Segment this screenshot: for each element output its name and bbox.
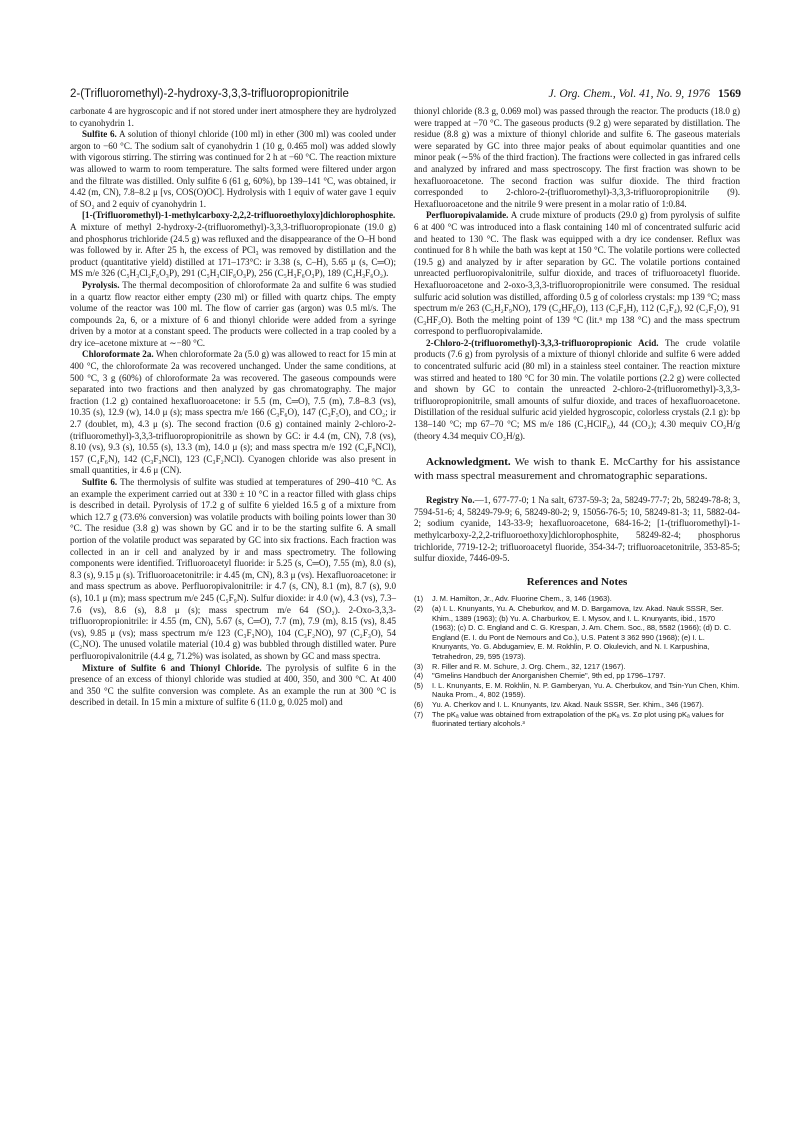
left-column-paragraph <box>70 129 396 210</box>
section-heading: Sulfite 6. <box>82 129 117 140</box>
page-number: 1569 <box>718 88 741 100</box>
section-heading: Sulfite 6. <box>82 477 118 487</box>
journal-citation <box>548 88 741 100</box>
reference-number: (4) <box>414 671 424 681</box>
reference-number: (7) <box>414 709 424 719</box>
reference-text: "Gmelins Handbuch der Anorganishen Chemie", 9th ed, pp 1796–1797. <box>432 671 666 681</box>
left-column-paragraph <box>70 106 396 129</box>
left-column <box>70 106 396 709</box>
reference-number: (1) <box>414 594 424 604</box>
acknowledgment-heading: Acknowledgment. <box>426 456 511 469</box>
paragraph-text: The thermolysis of sulfite was studied at temperatures of 290–410 °C. As an example the experiment carried out at 330 ± 10 °C in a reactor filled with glass chips is described in detail. Pyrolysis of 17.2 g of sulfite 6 yielded 16.5 g of a mixture from which 12.7 g (73.6% conversion) was volatile products with boiling points lower than 30 °C. The residue (3.8 g) was shown by GC and ir to be the starting sulfite 6. A small portion of the volatile product was separated by GC into six fractions. Each fraction was collected in an ir cell and analyzed by ir and mass spectrometry. The following components were identified. Trifluoroacetyl fluoride: ir 5.25 (s, C═O), 7.55 (m), 8.0 (s), 8.3 (s), 9.15 μ (s). Trifluoroacetonitrile: ir 4.45 (m, CN), 8.3 μ (vs). Hexafluoroacetone: ir and mass spectrum as above. Perfluoropivalonitrile: ir 4.7 (s, CN), 8.1 (m), 8.7 (s), 9.0 (s), 10.1 μ (m); mass spectrum m/e 245 (C₅F₉N). Sulfur dioxide: ir 4.0 (w), 4.3 (vs), 7.3–7.6 (vs), 8.6 (s), 8.8 μ (s); mass spectrum m/e 64 (SO₂). 2-Oxo-3,3,3-trifluoropropionitrile: ir 4.55 (m, CN), 5.67 (s, C═O), 7.7 (m), 7.9 (m), 8.15 (vs), 8.45 (vs), 9.85 μ (vs); mass spectrum m/e 123 (C₃F₃NO), 104 (C₃F₂NO), 97 (C₂F₃O), 54 (C₂NO). The unused volatile material (10.4 g) was bubbled through distilled water. Pure perfluoropivalonitrile (4.4 g, 71.2%) was isolated, as shown by GC and mass spectra. <box>70 477 396 661</box>
paragraph-text: A mixture of methyl 2-hydroxy-2-(trifluoromethyl)-3,3,3-trifluoropropionate (19.0 g) and phosphorus trichloride (24.5 g) was refluxed and the disappearance of the O–H bond was followed by ir. After 25 h, the excess of PCl₃ was removed by distillation and the product (quantitative yield) distilled at 171–173°C: ir 3.38 (s, C–H), 5.65 μ (s, C═O); MS m/e 326 (C₅H₃Cl₂F₆O₃P), 291 (C₅H₃ClF₆O₃P), 256 (C₅H₃F₆O₃P), 189 (C₄H₃F₆O₂). <box>70 221 396 279</box>
section-heading: 2-Chloro-2-(trifluoromethyl)-3,3,3-trifluoropropionic Acid. <box>426 337 659 348</box>
registry-numbers <box>414 495 740 565</box>
reference-text: The pKₐ value was obtained from extrapolation of the pKₐ vs. Σσ plot using pKₐ values for fluorinated tertiary alcohols.³ <box>432 709 724 729</box>
paragraph-text: The pyrolysis of sulfite 6 in the presence of an excess of thionyl chloride was studied at 400, 350, and 300 °C. At 400 and 350 °C the sulfite conversion was complete. As an example the run at 300 °C is described in detail. In 15 min a mixture of sulfite 6 (11.0 g, 0.025 mol) and <box>70 662 396 708</box>
reference-item <box>414 671 740 681</box>
registry-text: —1, 677-77-0; 1 Na salt, 6737-59-3; 2a, 58249-77-7; 2b, 58249-78-8; 3, 7594-51-6; 4, 58249-79-9; 6, 58249-80-2; 9, 15056-76-5; 10, 58249-81-3; 11, 5882-04-2; sodium cyanide, 143-33-9; hexafluoroacetone, 684-16-2; [1-(trifluoromethyl)-1-methylcarboxy-2,2,2-trifluoroethoxy]dichlorophosphite, 58249-82-4; phosphorus trichloride, 7719-12-2; trifluoroacetyl fluoride, 354-34-7; trifluoroacetonitrile, 353-85-5; sulfur dioxide, 7446-09-5. <box>414 495 740 564</box>
references-title: References and Notes <box>526 575 628 588</box>
reference-text: I. L. Knunyants, E. M. Rokhlin, N. P. Gamberyan, Yu. A. Cherbukov, and Tsin-Yun Chen, Khim. Nauka Prom., 4, 802 (1959). <box>432 680 740 700</box>
left-column-paragraph <box>70 280 396 350</box>
section-heading: Mixture of Sulfite 6 and Thionyl Chloride. <box>82 662 262 673</box>
section-heading: [1-(Trifluoromethyl)-1-methylcarboxy-2,2,2-trifluoroethyloxy]dichlorophosphite. <box>82 210 396 221</box>
acknowledgment <box>414 456 740 483</box>
left-column-paragraph <box>70 477 396 663</box>
paragraph-text: thionyl chloride (8.3 g, 0.069 mol) was passed through the reactor. The products (18.0 g) were trapped at −70 °C. The gaseous products (9.2 g) were separated by distillation. The residue (8.8 g) was a mixture of thionyl chloride and sulfite 6. The gaseous materials were separated by GC into three major peaks of about equimolar quantities and one minor peak (∼5% of the third fraction). The fractions were collected in gas infrared cells and analyzed by infrared and mass spectroscopy. The first fraction was shown to be hexafluoroacetone. The second fraction was sulfur dioxide. The third fraction corresponded to 2-chloro-2-(trifluoromethyl)-3,3,3-trifluoropropionitrile (9). Hexafluoroacetone and the nitrile 9 were present in a molar ratio of 1:0.84. <box>414 106 740 209</box>
right-column-paragraph <box>414 106 740 210</box>
section-heading: Chloroformate 2a. <box>82 349 154 360</box>
section-heading: Pyrolysis. <box>82 279 120 290</box>
article-running-title: 2-(Trifluoromethyl)-2-hydroxy-3,3,3-trifluoropropionitrile <box>70 88 349 100</box>
right-column <box>414 106 740 729</box>
paragraph-text: The crude volatile products (7.6 g) from pyrolysis of a mixture of thionyl chloride and sulfite 6 were added to concentrated sulfuric acid (80 ml) in a stainless steel container. The reaction mixture was stirred and heated to 180 °C for 30 min. The volatile portions (2.2 g) were collected and shown by GC to contain the unreacted 2-chloro-2-(trifluoromethyl)-3,3,3-trifluoropropionitrile, small amounts of sulfur dioxide, and traces of hexafluoroacetone. Distillation of the residual sulfuric acid yielded hygroscopic, colorless crystals (2.1 g): bp 138–140 °C; mp 67–70 °C; MS m/e 186 (C₃HClF₆), 44 (CO₂); 4.30 mequiv CO₂H/g (theory 4.34 mequiv CO₂H/g). <box>414 337 740 441</box>
left-column-paragraph <box>70 663 396 709</box>
running-head <box>70 88 741 100</box>
left-column-paragraph <box>70 210 396 280</box>
reference-number: (2) <box>414 603 424 613</box>
right-column-paragraph <box>414 210 740 338</box>
reference-item <box>414 662 740 672</box>
right-column-paragraph <box>414 338 740 442</box>
reference-number: (6) <box>414 699 424 709</box>
section-heading: Perfluoropivalamide. <box>426 210 509 221</box>
paragraph-text: A crude mixture of products (29.0 g) from pyrolysis of sulfite 6 at 400 °C was introduced into a flask containing 140 ml of concentrated sulfuric acid and heated to 130 °C. The flask was equipped with a dry ice condenser. Reflux was continued for 8 h while the bath was kept at 150 °C. The volatile portions were collected (19.5 g) and analyzed by ir after separation by GC. The volatile portions contained unreacted perfluoropivalonitrile, sulfur dioxide, and traces of trifluoroacetyl fluoride. Hexafluoroacetone and 2-oxo-3,3,3-trifluoropropionitrile were consumed. The residual sulfuric acid solution was distilled, affording 0.5 g of colorless crystals: mp 139 °C; mass spectrum m/e 263 (C₅H₂F₉NO), 179 (C₄HF₆O), 113 (C₃F₄H), 112 (C₃F₄), 92 (C₂F₃O), 91 (C₃HF₂O). Both the melting point of 139 °C (lit.⁶ mp 138 °C) and the mass spectrum correspond to perfluoropivalamide. <box>414 210 740 337</box>
reference-number: (5) <box>414 680 424 690</box>
reference-number: (3) <box>414 661 424 671</box>
paragraph-text: A solution of thionyl chloride (100 ml) in ether (300 ml) was cooled under argon to −60 °C. The sodium salt of cyanohydrin 1 (10 g, 0.465 mol) was added slowly with vigorous stirring. The stirring was continued for 2 h at −60 °C. The reaction mixture was allowed to warm to room temperature. The salts formed were filtered under argon and the filtrate was distilled. Only sulfite 6 (61 g, 60%), bp 139–141 °C, was obtained, ir 4.42 (m, CN), 7.8–8.2 μ [vs, COS(O)OC]. Hydrolysis with 1 equiv of water gave 1 equiv of SO₂ and 2 equiv of cyanohydrin 1. <box>70 129 397 209</box>
reference-list <box>414 594 740 728</box>
paragraph-text: carbonate 4 are hygroscopic and if not stored under inert atmosphere they are hydrolyzed to cyanohydrin 1. <box>70 106 396 128</box>
right-column-paragraphs <box>414 106 740 442</box>
journal-name: J. Org. Chem., Vol. 41, No. 9, 1976 <box>548 88 710 100</box>
reference-text: (a) I. L. Knunyants, Yu. A. Cheburkov, and M. D. Bargamova, Izv. Akad. Nauk SSSR, Ser. Khim., 1389 (1963); (b) Yu. A. Charburkov, E. I. Mysov, and I. L. Knunyants, ibid., 1570 (1963); (c) D. C. England and C. G. Krespan, J. Am. Chem. Soc., 88, 5582 (1966); (d) D. C. England (E. I. du Pont de Nemours and Co.), U.S. Patent 3 362 990 (1968); (e) I. L. Knunyants, Yo. G. Abdugamiev, E. M. Rokhlin, P. O. Okulevich, and N. I. Karpushina, Tetrahedron, 29, 595 (1973). <box>432 603 732 661</box>
acknowledgment-text: We wish to thank E. McCarthy for his assistance with mass spectral measurement and chromatographic separations. <box>414 456 740 482</box>
reference-item <box>414 594 740 604</box>
paragraph-text: When chloroformate 2a (5.0 g) was allowed to react for 15 min at 400 °C, the chloroformate 2a was recovered unchanged. Under the same conditions, at 500 °C, 3 g (60%) of chloroformate 2a was recovered. The gaseous compounds were separated into two fractions and then analyzed by gas chromatography. The major fraction (1.2 g) contained hexafluoroacetone: ir 5.5 (m, C═O), 7.5 (m), 7.8–8.3 (vs), 10.35 (s), 12.9 (w), 14.0 μ (s); mass spectra m/e 166 (C₃F₆O), 147 (C₃F₅O), and CO₂; ir 2.7 (doublet, m), 4.3 μ (s). The second fraction (0.6 g) contained mainly 2-chloro-2-(trifluoromethyl)-3,3,3-trifluoropropionitrile as shown by GC: ir 4.4 (m, CN), 7.8 (vs), 8.10 (vs), 9.3 (s), 10.55 (s), 13.3 (m), 14.0 μ (s); and mass spectra m/e 192 (C₄F₆NCl), 157 (C₄F₆N), 142 (C₃F₃NCl), 123 (C₃F₂NCl). Cyanogen chloride was also present in small quantities, ir 4.6 μ (CN). <box>70 349 396 476</box>
paragraph-text: The thermal decomposition of chloroformate 2a and sulfite 6 was studied in a quartz flow reactor either empty (230 ml) or filled with quartz chips. The empty volume of the reactor was 100 ml. The flow of carrier gas (argon) was 0.5 ml/s. The compounds 2a, 6, or a mixture of 6 and thionyl chloride were added from a syringe driven by a motor at a constant speed. The products were collected in a trap cooled by a dry ice–acetone mixture at ∼−80 °C. <box>70 279 396 348</box>
reference-text: Yu. A. Cherkov and I. L. Knunyants, Izv. Akad. Nauk SSSR, Ser. Khim., 346 (1967). <box>432 699 704 709</box>
reference-item <box>414 604 740 662</box>
left-column-paragraph <box>70 349 396 477</box>
reference-text: R. Filler and R. M. Schure, J. Org. Chem., 32, 1217 (1967). <box>432 661 626 671</box>
registry-heading: Registry No. <box>426 495 475 506</box>
reference-item <box>414 681 740 700</box>
reference-text: J. M. Hamilton, Jr., Adv. Fluorine Chem., 3, 146 (1963). <box>432 594 612 604</box>
reference-item <box>414 700 740 710</box>
reference-item <box>414 710 740 729</box>
